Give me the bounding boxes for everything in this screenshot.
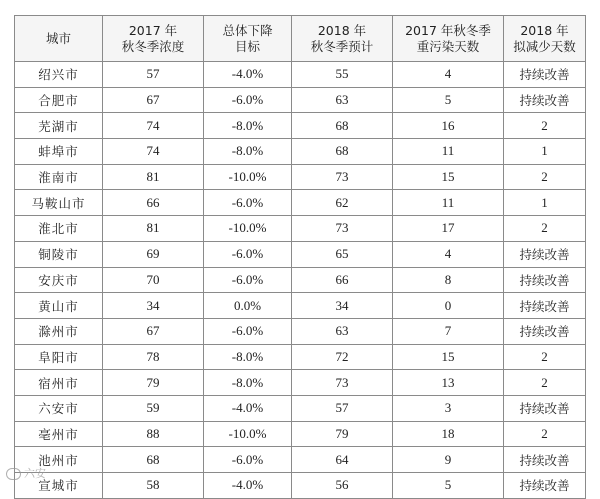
table-row xyxy=(15,216,586,242)
table-row xyxy=(15,293,586,319)
cell-city: 淮北市 xyxy=(15,216,103,242)
cell-polluted-days-2017: 11 xyxy=(393,139,504,165)
cell-projection-2018: 57 xyxy=(292,395,393,421)
header-line-1: 2017 年秋冬季 xyxy=(405,22,491,38)
cell-days-reduction-2018: 持续改善 xyxy=(504,241,586,267)
cell-reduction-target: -6.0% xyxy=(204,87,292,113)
cell-polluted-days-2017: 0 xyxy=(393,293,504,319)
cell-polluted-days-2017: 13 xyxy=(393,370,504,396)
cell-polluted-days-2017: 9 xyxy=(393,447,504,473)
cell-polluted-days-2017: 17 xyxy=(393,216,504,242)
cell-projection-2018: 56 xyxy=(292,473,393,499)
cell-projection-2018: 64 xyxy=(292,447,393,473)
cell-polluted-days-2017: 16 xyxy=(393,113,504,139)
cell-projection-2018: 63 xyxy=(292,87,393,113)
cell-city: 亳州市 xyxy=(15,421,103,447)
table-row xyxy=(15,139,586,165)
cell-concentration-2017: 58 xyxy=(103,473,204,499)
cell-concentration-2017: 34 xyxy=(103,293,204,319)
cell-days-reduction-2018: 1 xyxy=(504,190,586,216)
cell-city: 铜陵市 xyxy=(15,241,103,267)
table-row xyxy=(15,62,586,88)
cell-days-reduction-2018: 2 xyxy=(504,344,586,370)
cell-days-reduction-2018: 1 xyxy=(504,139,586,165)
table-row xyxy=(15,87,586,113)
cell-reduction-target: -6.0% xyxy=(204,241,292,267)
cell-concentration-2017: 67 xyxy=(103,318,204,344)
header-line-1: 2018 年 xyxy=(317,22,367,38)
watermark-text: 六安 xyxy=(24,467,46,480)
cell-reduction-target: -8.0% xyxy=(204,370,292,396)
table-row xyxy=(15,447,586,473)
cell-projection-2018: 63 xyxy=(292,318,393,344)
cell-reduction-target: -6.0% xyxy=(204,447,292,473)
cell-projection-2018: 72 xyxy=(292,344,393,370)
cell-polluted-days-2017: 4 xyxy=(393,62,504,88)
cell-days-reduction-2018: 持续改善 xyxy=(504,447,586,473)
cell-reduction-target: 0.0% xyxy=(204,293,292,319)
header-line-2: 秋冬季预计 xyxy=(310,38,374,54)
cell-concentration-2017: 57 xyxy=(103,62,204,88)
cell-projection-2018: 65 xyxy=(292,241,393,267)
cell-projection-2018: 73 xyxy=(292,216,393,242)
cell-city: 蚌埠市 xyxy=(15,139,103,165)
cell-polluted-days-2017: 15 xyxy=(393,164,504,190)
header-concentration-2017 xyxy=(103,16,204,62)
cell-days-reduction-2018: 2 xyxy=(504,216,586,242)
cell-reduction-target: -10.0% xyxy=(204,216,292,242)
header-line-1: 总体下降 xyxy=(222,22,273,38)
cell-polluted-days-2017: 15 xyxy=(393,344,504,370)
cell-days-reduction-2018: 2 xyxy=(504,370,586,396)
cell-days-reduction-2018: 持续改善 xyxy=(504,267,586,293)
table-row xyxy=(15,395,586,421)
cell-polluted-days-2017: 7 xyxy=(393,318,504,344)
cell-city: 阜阳市 xyxy=(15,344,103,370)
cell-polluted-days-2017: 11 xyxy=(393,190,504,216)
cell-reduction-target: -4.0% xyxy=(204,395,292,421)
cell-city: 宣城市 xyxy=(15,473,103,499)
header-line-2: 拟减少天数 xyxy=(513,38,576,54)
cell-city: 淮南市 xyxy=(15,164,103,190)
table-row xyxy=(15,344,586,370)
header-projection-2018 xyxy=(292,16,393,62)
cell-days-reduction-2018: 持续改善 xyxy=(504,293,586,319)
cell-city: 滁州市 xyxy=(15,318,103,344)
cell-concentration-2017: 66 xyxy=(103,190,204,216)
cell-city: 绍兴市 xyxy=(15,62,103,88)
cell-concentration-2017: 68 xyxy=(103,447,204,473)
cell-polluted-days-2017: 3 xyxy=(393,395,504,421)
cell-concentration-2017: 67 xyxy=(103,87,204,113)
cell-reduction-target: -8.0% xyxy=(204,344,292,370)
cell-city: 芜湖市 xyxy=(15,113,103,139)
table-row xyxy=(15,164,586,190)
cell-concentration-2017: 81 xyxy=(103,164,204,190)
cell-city: 安庆市 xyxy=(15,267,103,293)
cell-polluted-days-2017: 5 xyxy=(393,473,504,499)
cell-reduction-target: -6.0% xyxy=(204,318,292,344)
header-line-2: 重污染天数 xyxy=(416,38,480,54)
table-row xyxy=(15,318,586,344)
cell-polluted-days-2017: 8 xyxy=(393,267,504,293)
cell-reduction-target: -4.0% xyxy=(204,62,292,88)
table-row xyxy=(15,113,586,139)
cell-days-reduction-2018: 2 xyxy=(504,164,586,190)
cell-days-reduction-2018: 2 xyxy=(504,421,586,447)
header-line-2: 秋冬季浓度 xyxy=(121,38,185,54)
cell-city: 合肥市 xyxy=(15,87,103,113)
cell-city: 六安市 xyxy=(15,395,103,421)
cell-days-reduction-2018: 持续改善 xyxy=(504,318,586,344)
cell-concentration-2017: 88 xyxy=(103,421,204,447)
cell-reduction-target: -10.0% xyxy=(204,164,292,190)
header-city xyxy=(15,16,103,62)
cell-concentration-2017: 74 xyxy=(103,139,204,165)
cell-concentration-2017: 69 xyxy=(103,241,204,267)
cell-city: 池州市 xyxy=(15,447,103,473)
cell-reduction-target: -6.0% xyxy=(204,267,292,293)
cell-projection-2018: 66 xyxy=(292,267,393,293)
header-line-1: 2017 年 xyxy=(128,22,178,38)
cell-concentration-2017: 59 xyxy=(103,395,204,421)
header-reduction-target xyxy=(204,16,292,62)
cell-projection-2018: 68 xyxy=(292,139,393,165)
cell-reduction-target: -6.0% xyxy=(204,190,292,216)
table-row xyxy=(15,241,586,267)
cell-projection-2018: 79 xyxy=(292,421,393,447)
cell-days-reduction-2018: 持续改善 xyxy=(504,87,586,113)
cell-concentration-2017: 78 xyxy=(103,344,204,370)
cell-projection-2018: 55 xyxy=(292,62,393,88)
cell-concentration-2017: 79 xyxy=(103,370,204,396)
air-quality-table xyxy=(14,15,586,499)
cell-city: 黄山市 xyxy=(15,293,103,319)
cell-concentration-2017: 70 xyxy=(103,267,204,293)
header-days-reduction-2018 xyxy=(504,16,586,62)
table-row xyxy=(15,473,586,499)
cell-concentration-2017: 81 xyxy=(103,216,204,242)
cell-reduction-target: -4.0% xyxy=(204,473,292,499)
table-row xyxy=(15,421,586,447)
table-row xyxy=(15,190,586,216)
header-row xyxy=(15,16,586,62)
table-header xyxy=(15,16,586,62)
watermark xyxy=(6,465,46,481)
cell-polluted-days-2017: 18 xyxy=(393,421,504,447)
cell-reduction-target: -8.0% xyxy=(204,139,292,165)
cell-days-reduction-2018: 持续改善 xyxy=(504,62,586,88)
cell-days-reduction-2018: 2 xyxy=(504,113,586,139)
cell-polluted-days-2017: 5 xyxy=(393,87,504,113)
header-line-1: 2018 年 xyxy=(520,22,569,38)
cell-projection-2018: 73 xyxy=(292,370,393,396)
cell-city: 宿州市 xyxy=(15,370,103,396)
cell-days-reduction-2018: 持续改善 xyxy=(504,395,586,421)
header-polluted-days-2017 xyxy=(393,16,504,62)
cell-polluted-days-2017: 4 xyxy=(393,241,504,267)
cell-days-reduction-2018: 持续改善 xyxy=(504,473,586,499)
table-row xyxy=(15,370,586,396)
cell-reduction-target: -10.0% xyxy=(204,421,292,447)
cell-concentration-2017: 74 xyxy=(103,113,204,139)
watermark-logo-icon xyxy=(6,468,21,480)
table-row xyxy=(15,267,586,293)
header-city-label: 城市 xyxy=(45,30,71,46)
header-line-2: 目标 xyxy=(234,38,260,54)
cell-projection-2018: 68 xyxy=(292,113,393,139)
cell-projection-2018: 62 xyxy=(292,190,393,216)
cell-projection-2018: 34 xyxy=(292,293,393,319)
table-body xyxy=(15,62,586,499)
cell-projection-2018: 73 xyxy=(292,164,393,190)
cell-reduction-target: -8.0% xyxy=(204,113,292,139)
cell-city: 马鞍山市 xyxy=(15,190,103,216)
